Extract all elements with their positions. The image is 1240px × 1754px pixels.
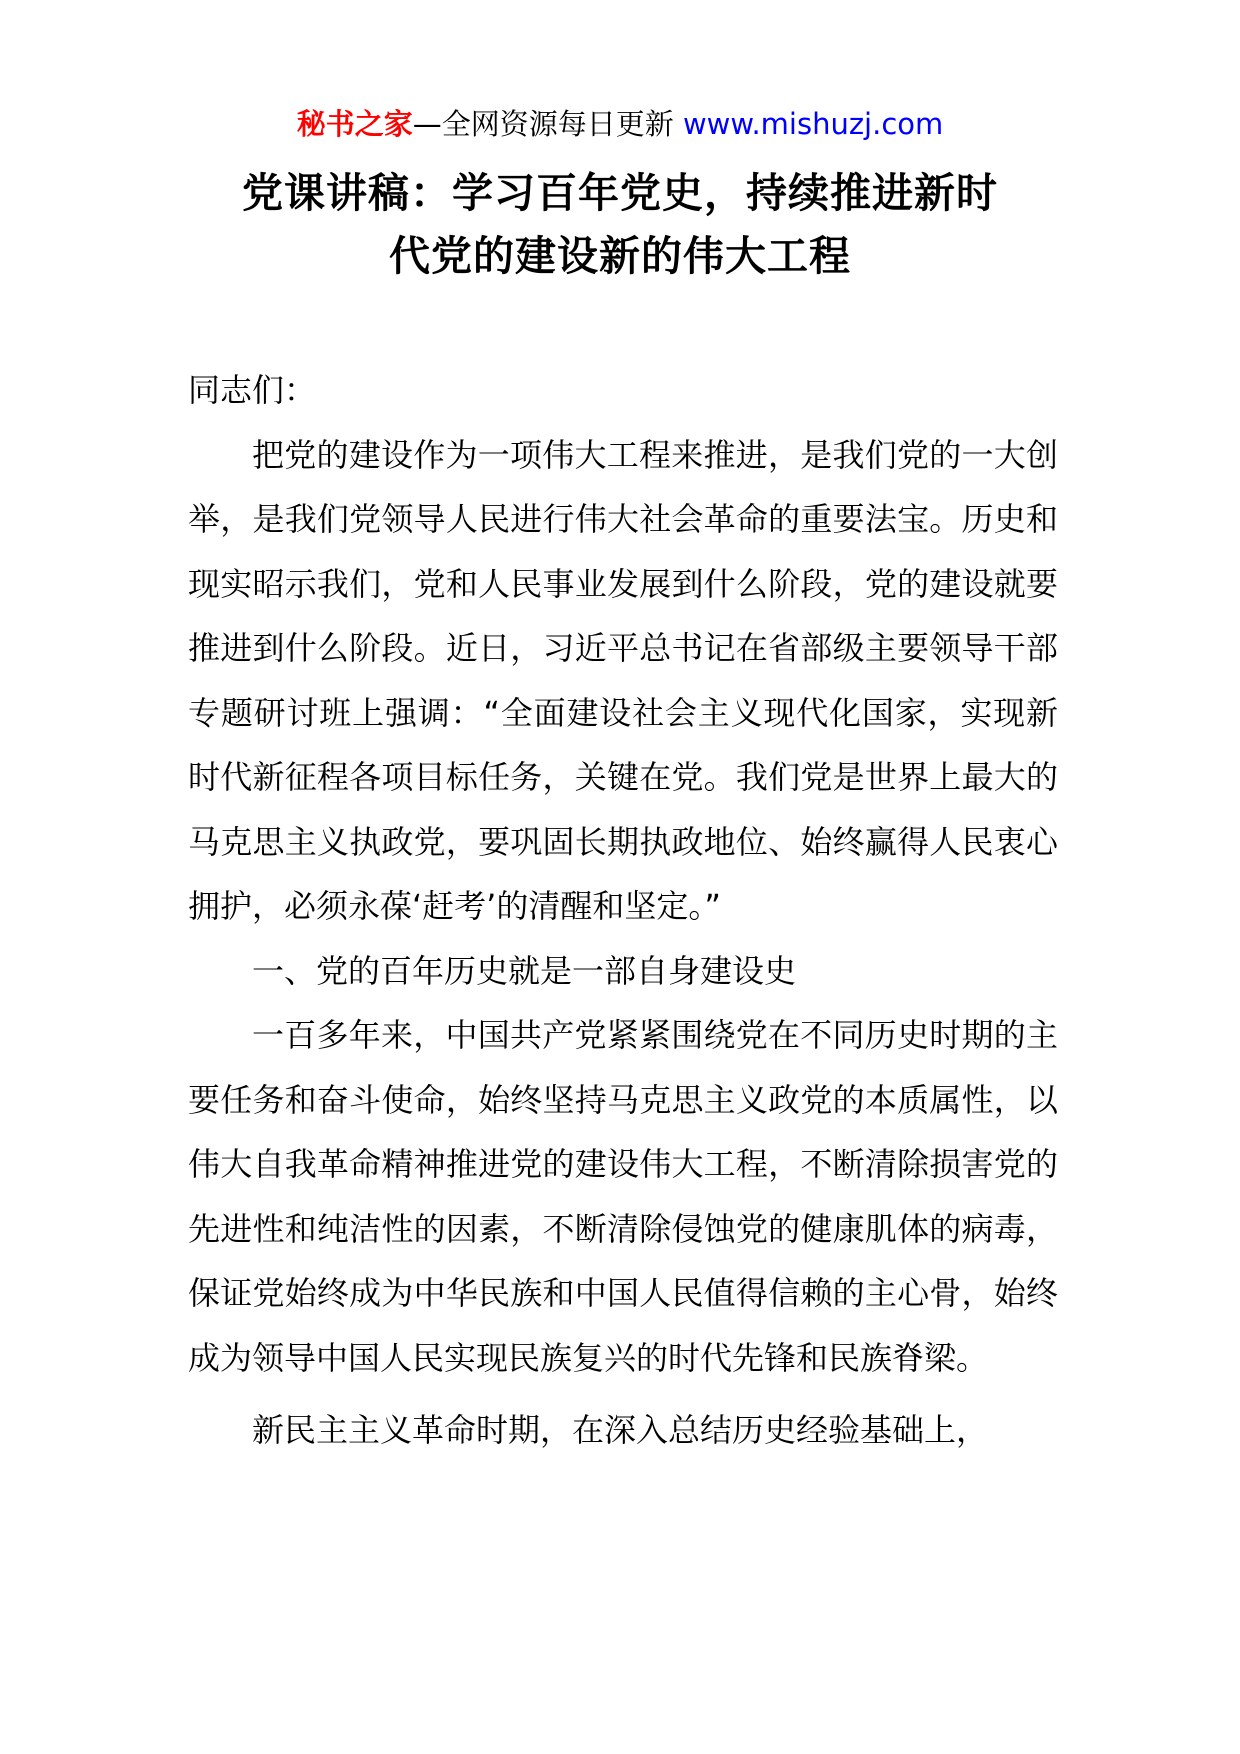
site-header: [0, 102, 1240, 146]
site-url-link[interactable]: www.mishuzj.com: [682, 107, 944, 141]
brand-name: 秘书之家: [296, 107, 413, 141]
document-body: [188, 358, 1058, 1463]
salutation: 同志们：: [188, 371, 317, 409]
title-line-1: 党课讲稿：学习百年党史，持续推进新时: [242, 169, 998, 217]
paragraph-new-democratic-revolution: 新民主主义革命时期，在深入总结历史经验基础上，: [252, 1411, 989, 1449]
site-tagline: —全网资源每日更新: [412, 107, 674, 141]
paragraph-intro: 把党的建设作为一项伟大工程来推进，是我们党的一大创举，是我们党领导人民进行伟大社会革命的重要法宝。历史和现实昭示我们，党和人民事业发展到什么阶段，党的建设就要推进到什么阶段。近日，习近平总书记在省部级主要领导干部专题研讨班上强调：“全面建设社会主义现代化国家，实现新时代新征程各项目标任务，关键在党。我们党是世界上最大的马克思主义执政党，要巩固长期执政地位、始终赢得人民衷心拥护，必须永葆‘赶考’的清醒和坚定。”: [188, 435, 1058, 925]
document-title: [150, 162, 1090, 288]
section-heading-1: 一、党的百年历史就是一部自身建设史: [252, 951, 797, 990]
title-line-2: 代党的建设新的伟大工程: [389, 232, 851, 280]
paragraph-section-1: 一百多年来，中国共产党紧紧围绕党在不同历史时期的主要任务和奋斗使命，始终坚持马克思主义政党的本质属性，以伟大自我革命精神推进党的建设伟大工程，不断清除损害党的先进性和纯洁性的因素，不断清除侵蚀党的健康肌体的病毒，保证党始终成为中华民族和中国人民值得信赖的主心骨，始终成为领导中国人民实现民族复兴的时代先锋和民族脊梁。: [188, 1016, 1058, 1377]
